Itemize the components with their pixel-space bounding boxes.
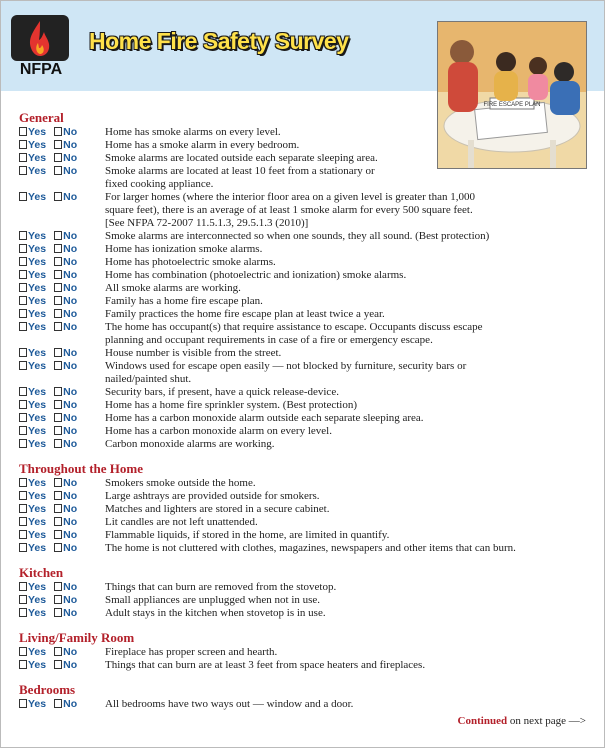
- item-text: House number is visible from the street.: [105, 347, 282, 359]
- yes-label: Yes: [28, 477, 47, 489]
- item-text: Smoke alarms are located outside each separate sleeping area.: [105, 152, 378, 164]
- no-checkbox[interactable]: [54, 647, 62, 656]
- yes-label: Yes: [28, 529, 47, 541]
- yes-checkbox[interactable]: [19, 647, 27, 656]
- yes-label: Yes: [28, 412, 47, 424]
- yes-checkbox[interactable]: [19, 699, 27, 708]
- escape-plan-sign: FIRE ESCAPE PLAN: [483, 102, 541, 108]
- yes-checkbox[interactable]: [19, 543, 27, 552]
- section-title: General: [19, 110, 64, 125]
- flame-icon: [11, 15, 69, 61]
- no-checkbox[interactable]: [54, 387, 62, 396]
- survey-item: [19, 126, 589, 139]
- yes-label: Yes: [28, 126, 47, 138]
- yes-label: Yes: [28, 243, 47, 255]
- yes-checkbox[interactable]: [19, 283, 27, 292]
- no-checkbox[interactable]: [54, 517, 62, 526]
- no-checkbox[interactable]: [54, 127, 62, 136]
- item-text: Home has combination (photoelectric and ionization) smoke alarms.: [105, 269, 407, 281]
- yes-checkbox[interactable]: [19, 413, 27, 422]
- yes-checkbox[interactable]: [19, 153, 27, 162]
- no-label: No: [63, 243, 78, 255]
- yes-label: Yes: [28, 347, 47, 359]
- no-checkbox[interactable]: [54, 166, 62, 175]
- yes-checkbox[interactable]: [19, 439, 27, 448]
- yes-label: Yes: [28, 438, 47, 450]
- no-checkbox[interactable]: [54, 257, 62, 266]
- yes-checkbox[interactable]: [19, 517, 27, 526]
- no-label: No: [63, 659, 78, 671]
- survey-item: [19, 165, 589, 191]
- item-text: Smoke alarms are interconnected so when one sounds, they all sound. (Best protection): [105, 230, 490, 242]
- no-checkbox[interactable]: [54, 413, 62, 422]
- item-text: Smokers smoke outside the home.: [105, 477, 256, 489]
- no-label: No: [63, 542, 78, 554]
- item-text: Things that can burn are removed from the stovetop.: [105, 581, 337, 593]
- no-label: No: [63, 399, 78, 411]
- yes-label: Yes: [28, 516, 47, 528]
- survey-item: [19, 308, 589, 321]
- survey-item: [19, 360, 589, 386]
- no-label: No: [63, 191, 78, 203]
- yes-label: Yes: [28, 269, 47, 281]
- survey-item: [19, 399, 589, 412]
- yes-checkbox[interactable]: [19, 127, 27, 136]
- item-text: Home has a carbon monoxide alarm outside each separate sleeping area.: [105, 412, 424, 424]
- survey-item: [19, 347, 589, 360]
- no-checkbox[interactable]: [54, 283, 62, 292]
- survey-item: [19, 490, 589, 503]
- nfpa-logo: [11, 15, 71, 77]
- no-checkbox[interactable]: [54, 426, 62, 435]
- item-text: For larger homes (where the interior floor area on a given level is greater than 1,000: [105, 191, 475, 203]
- no-label: No: [63, 269, 78, 281]
- item-text: Adult stays in the kitchen when stovetop is in use.: [105, 607, 326, 619]
- no-label: No: [63, 295, 78, 307]
- survey-item: [19, 191, 589, 230]
- yes-checkbox[interactable]: [19, 504, 27, 513]
- continued-label: Continued: [457, 715, 508, 727]
- yes-checkbox[interactable]: [19, 608, 27, 617]
- yes-label: Yes: [28, 698, 47, 710]
- item-text: Carbon monoxide alarms are working.: [105, 438, 275, 450]
- survey-item: [19, 386, 589, 399]
- survey-item: [19, 594, 589, 607]
- yes-label: Yes: [28, 581, 47, 593]
- survey-item: [19, 243, 589, 256]
- yes-checkbox[interactable]: [19, 296, 27, 305]
- no-checkbox[interactable]: [54, 348, 62, 357]
- item-text: Fireplace has proper screen and hearth.: [105, 646, 278, 658]
- item-text: Smoke alarms are located at least 10 feet from a stationary or: [105, 165, 375, 177]
- no-checkbox[interactable]: [54, 231, 62, 240]
- yes-label: Yes: [28, 542, 47, 554]
- yes-checkbox[interactable]: [19, 257, 27, 266]
- item-text: Home has a carbon monoxide alarm on every level.: [105, 425, 332, 437]
- no-label: No: [63, 152, 78, 164]
- no-label: No: [63, 126, 78, 138]
- yes-label: Yes: [28, 490, 47, 502]
- yes-label: Yes: [28, 607, 47, 619]
- item-text: Things that can burn are at least 3 feet from space heaters and fireplaces.: [105, 659, 426, 671]
- yes-checkbox[interactable]: [19, 166, 27, 175]
- yes-label: Yes: [28, 503, 47, 515]
- no-label: No: [63, 360, 78, 372]
- section-title: Bedrooms: [19, 682, 76, 697]
- item-text: Home has photoelectric smoke alarms.: [105, 256, 276, 268]
- no-checkbox[interactable]: [54, 153, 62, 162]
- yes-checkbox[interactable]: [19, 231, 27, 240]
- no-label: No: [63, 490, 78, 502]
- yes-label: Yes: [28, 139, 47, 151]
- no-checkbox[interactable]: [54, 439, 62, 448]
- continued-rest: on next page —>: [509, 715, 586, 727]
- no-label: No: [63, 438, 78, 450]
- yes-label: Yes: [28, 152, 47, 164]
- no-label: No: [63, 607, 78, 619]
- no-label: No: [63, 581, 78, 593]
- item-text: Large ashtrays are provided outside for smokers.: [105, 490, 320, 502]
- yes-label: Yes: [28, 659, 47, 671]
- no-checkbox[interactable]: [54, 699, 62, 708]
- yes-checkbox[interactable]: [19, 478, 27, 487]
- survey-item: [19, 542, 589, 555]
- item-text: Home has ionization smoke alarms.: [105, 243, 263, 255]
- no-checkbox[interactable]: [54, 309, 62, 318]
- survey-item: [19, 321, 589, 347]
- item-text: Home has a home fire sprinkler system. (Best protection): [105, 399, 358, 411]
- no-label: No: [63, 256, 78, 268]
- survey-item: [19, 282, 589, 295]
- survey-item: [19, 295, 589, 308]
- yes-checkbox[interactable]: [19, 140, 27, 149]
- item-text: Flammable liquids, if stored in the home, are limited in quantify.: [105, 529, 390, 541]
- yes-label: Yes: [28, 425, 47, 437]
- yes-checkbox[interactable]: [19, 426, 27, 435]
- item-text: Windows used for escape open easily — not blocked by furniture, security bars or: [105, 360, 467, 372]
- no-checkbox[interactable]: [54, 491, 62, 500]
- survey-item: [19, 477, 589, 490]
- yes-checkbox[interactable]: [19, 192, 27, 201]
- no-checkbox[interactable]: [54, 660, 62, 669]
- yes-checkbox[interactable]: [19, 348, 27, 357]
- item-text: Family practices the home fire escape plan at least twice a year.: [105, 308, 385, 320]
- item-text: Family has a home fire escape plan.: [105, 295, 263, 307]
- no-label: No: [63, 698, 78, 710]
- item-text: The home is not cluttered with clothes, magazines, newspapers and other items that can burn.: [105, 542, 516, 554]
- no-label: No: [63, 347, 78, 359]
- survey-item: [19, 425, 589, 438]
- item-text: Home has smoke alarms on every level.: [105, 126, 281, 138]
- survey-item: [19, 269, 589, 282]
- no-label: No: [63, 230, 78, 242]
- item-text: square feet), there is an average of at least 1 smoke alarm for every 500 square feet.: [105, 204, 473, 216]
- item-text: Small appliances are unplugged when not in use.: [105, 594, 321, 606]
- yes-label: Yes: [28, 256, 47, 268]
- no-checkbox[interactable]: [54, 543, 62, 552]
- yes-checkbox[interactable]: [19, 270, 27, 279]
- no-label: No: [63, 282, 78, 294]
- no-checkbox[interactable]: [54, 322, 62, 331]
- no-label: No: [63, 646, 78, 658]
- yes-label: Yes: [28, 308, 47, 320]
- item-text: All bedrooms have two ways out — window and a door.: [105, 698, 354, 710]
- item-text: Lit candles are not left unattended.: [105, 516, 258, 528]
- no-label: No: [63, 412, 78, 424]
- yes-checkbox[interactable]: [19, 309, 27, 318]
- no-label: No: [63, 321, 78, 333]
- survey-item: [19, 516, 589, 529]
- no-label: No: [63, 425, 78, 437]
- item-text: Security bars, if present, have a quick release-device.: [105, 386, 339, 398]
- survey-item: [19, 230, 589, 243]
- item-text: All smoke alarms are working.: [105, 282, 241, 294]
- item-text: Home has a smoke alarm in every bedroom.: [105, 139, 300, 151]
- logo-text: NFPA: [19, 61, 63, 78]
- item-text: nailed/painted shut.: [105, 373, 192, 385]
- survey-item: [19, 659, 589, 672]
- footer-note: [458, 715, 586, 727]
- no-checkbox[interactable]: [54, 361, 62, 370]
- no-checkbox[interactable]: [54, 608, 62, 617]
- section-title: Throughout the Home: [19, 461, 143, 476]
- no-label: No: [63, 477, 78, 489]
- survey-item: [19, 438, 589, 451]
- yes-label: Yes: [28, 321, 47, 333]
- no-label: No: [63, 516, 78, 528]
- survey-item: [19, 646, 589, 659]
- no-label: No: [63, 503, 78, 515]
- section-title: Kitchen: [19, 565, 64, 580]
- survey-item: [19, 503, 589, 516]
- survey-item: [19, 256, 589, 269]
- yes-label: Yes: [28, 230, 47, 242]
- yes-checkbox[interactable]: [19, 361, 27, 370]
- yes-checkbox[interactable]: [19, 660, 27, 669]
- survey-item: [19, 698, 589, 711]
- no-label: No: [63, 529, 78, 541]
- yes-checkbox[interactable]: [19, 322, 27, 331]
- yes-label: Yes: [28, 295, 47, 307]
- yes-checkbox[interactable]: [19, 491, 27, 500]
- yes-label: Yes: [28, 360, 47, 372]
- no-label: No: [63, 386, 78, 398]
- no-checkbox[interactable]: [54, 530, 62, 539]
- survey-item: [19, 529, 589, 542]
- item-text: planning and occupant requirements in case of a fire or emergency escape.: [105, 334, 433, 346]
- no-label: No: [63, 594, 78, 606]
- no-checkbox[interactable]: [54, 400, 62, 409]
- yes-label: Yes: [28, 282, 47, 294]
- no-checkbox[interactable]: [54, 504, 62, 513]
- survey-item: [19, 412, 589, 425]
- no-checkbox[interactable]: [54, 296, 62, 305]
- yes-label: Yes: [28, 646, 47, 658]
- yes-checkbox[interactable]: [19, 387, 27, 396]
- yes-checkbox[interactable]: [19, 400, 27, 409]
- item-text: Matches and lighters are stored in a secure cabinet.: [105, 503, 330, 515]
- yes-label: Yes: [28, 191, 47, 203]
- no-checkbox[interactable]: [54, 270, 62, 279]
- yes-label: Yes: [28, 386, 47, 398]
- item-text: [See NFPA 72-2007 11.5.1.3, 29.5.1.3 (2010)]: [105, 217, 309, 229]
- no-checkbox[interactable]: [54, 478, 62, 487]
- survey-item: [19, 139, 589, 152]
- survey-item: [19, 607, 589, 620]
- yes-checkbox[interactable]: [19, 595, 27, 604]
- no-label: No: [63, 165, 78, 177]
- no-checkbox[interactable]: [54, 140, 62, 149]
- survey-content: [19, 110, 589, 711]
- item-text: fixed cooking appliance.: [105, 178, 214, 190]
- yes-checkbox[interactable]: [19, 244, 27, 253]
- yes-checkbox[interactable]: [19, 582, 27, 591]
- survey-item: [19, 581, 589, 594]
- survey-item: [19, 152, 589, 165]
- no-label: No: [63, 139, 78, 151]
- no-checkbox[interactable]: [54, 582, 62, 591]
- yes-checkbox[interactable]: [19, 530, 27, 539]
- item-text: The home has occupant(s) that require assistance to escape. Occupants discuss escape: [105, 321, 483, 333]
- yes-label: Yes: [28, 594, 47, 606]
- section-title: Living/Family Room: [19, 630, 135, 645]
- no-label: No: [63, 308, 78, 320]
- yes-label: Yes: [28, 399, 47, 411]
- page-title: Home Fire Safety Survey: [89, 28, 349, 54]
- no-checkbox[interactable]: [54, 192, 62, 201]
- no-checkbox[interactable]: [54, 244, 62, 253]
- yes-label: Yes: [28, 165, 47, 177]
- no-checkbox[interactable]: [54, 595, 62, 604]
